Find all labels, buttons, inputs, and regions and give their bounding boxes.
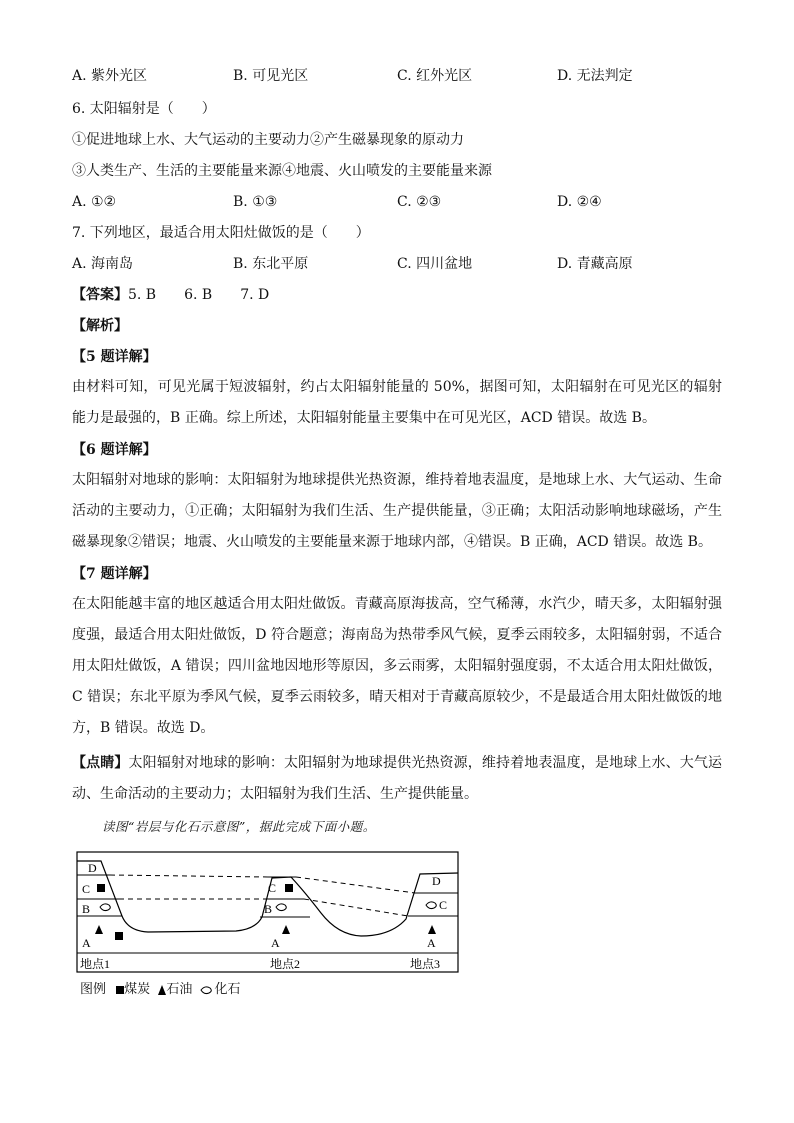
figure-legend [80,978,240,997]
q5-option-b: B. 可见光区 [233,68,309,84]
q5-detail-label: 【5 题详解】 [72,349,157,365]
legend-oil: 石油 [166,982,193,997]
q6-items-line2: ③人类生产、生活的主要能量来源④地震、火山喷发的主要能量来源 [72,163,492,179]
answer-line [72,285,269,305]
q5-option-d: D. 无法判定 [557,68,633,84]
site-2-label: 地点2 [270,957,301,971]
site-1-label: 地点1 [80,957,111,971]
answer-label: 【答案】 [72,287,128,303]
fossil-icon [200,985,214,995]
q7-stem: 7. 下列地区，最适合用太阳灶做饭的是（ ） [72,225,370,241]
site3-label-a: A [427,936,436,950]
q6-option-c: C. ②③ [397,194,442,210]
q6-detail-label: 【6 题详解】 [72,442,157,458]
site2-label-a: A [271,936,280,950]
q7-option-d: D. 青藏高原 [557,256,633,272]
site2-label-b: B [264,902,273,916]
site1-label-b: B [82,902,91,916]
q6-stem: 6. 太阳辐射是（ ） [72,101,216,117]
site1-label-d: D [88,861,97,875]
legend-prefix: 图例 [80,982,107,997]
analysis-label: 【解析】 [72,318,128,334]
coal-icon [97,884,105,892]
site2-label-c: C [268,881,277,895]
legend-coal: 煤炭 [124,982,151,997]
legend-fossil: 化石 [214,982,241,997]
q6-option-b: B. ①③ [233,194,278,210]
q6-option-d: D. ②④ [557,194,602,210]
q7-option-a: A. 海南岛 [72,256,134,272]
site3-label-c: C [439,898,448,912]
coal-icon [285,884,293,892]
site1-label-a: A [82,936,91,950]
q6-items-line1: ①促进地球上水、大气运动的主要动力②产生磁暴现象的原动力 [72,132,464,148]
tip-paragraph [72,748,722,810]
tip-label: 【点睛】 [72,755,129,771]
q5-option-a: A. 紫外光区 [72,68,148,84]
tip-text: 太阳辐射对地球的影响：太阳辐射为地球提供光热资源，维持着地表温度，是地球上水、大气运动、生命活动的主要动力；太阳辐射为我们生活、生产提供能量。 [72,755,723,802]
q5-option-c: C. 红外光区 [397,68,473,84]
coal-icon [116,986,124,994]
site1-label-c: C [82,882,91,896]
q7-option-b: B. 东北平原 [233,256,309,272]
rock-layer-figure [76,851,460,975]
q6-option-a: A. ①② [72,194,117,210]
site3-label-d: D [432,874,441,888]
coal-icon [115,932,123,940]
q6-detail-text: 太阳辐射对地球的影响：太阳辐射为地球提供光热资源，维持着地表温度，是地球上水、大气运动、生命活动的主要动力，①正确；太阳辐射为我们生活、生产提供能量，③正确；太阳活动影响地球磁场，产生磁暴现象②错误；地震、火山喷发的主要能量来源于地球内部，④错误。B 正确，ACD 错误。故选 B。 [72,472,722,550]
q7-detail-text: 在太阳能越丰富的地区越适合用太阳灶做饭。青藏高原海拔高，空气稀薄，水汽少，晴天多，太阳辐射强度强，最适合用太阳灶做饭，D 符合题意；海南岛为热带季风气候，夏季云雨较多，太阳辐射弱，不适合用太阳灶做饭，A 错误；四川盆地因地形等原因，多云雨雾，太阳辐射强度弱，不太适合用太阳灶做饭，C 错误；东北平原为季风气候，夏季云雨较多，晴天相对于青藏高原较少，不是最适合用太阳灶做饭的地方，B 错误。故选 D。 [72,596,722,736]
q5-detail-text: 由材料可知，可见光属于短波辐射，约占太阳辐射能量的 50%，据图可知，太阳辐射在可见光区的辐射能力是最强的，B 正确。综上所述，太阳辐射能量主要集中在可见光区，ACD 错误。故选 B。 [72,379,722,426]
q7-option-c: C. 四川盆地 [397,256,473,272]
answer-text: 5. B 6. B 7. D [128,287,270,303]
figure-caption: 读图“岩层与化石示意图”，据此完成下面小题。 [102,819,376,834]
site-3-label: 地点3 [410,957,441,971]
q7-detail-label: 【7 题详解】 [72,566,157,582]
